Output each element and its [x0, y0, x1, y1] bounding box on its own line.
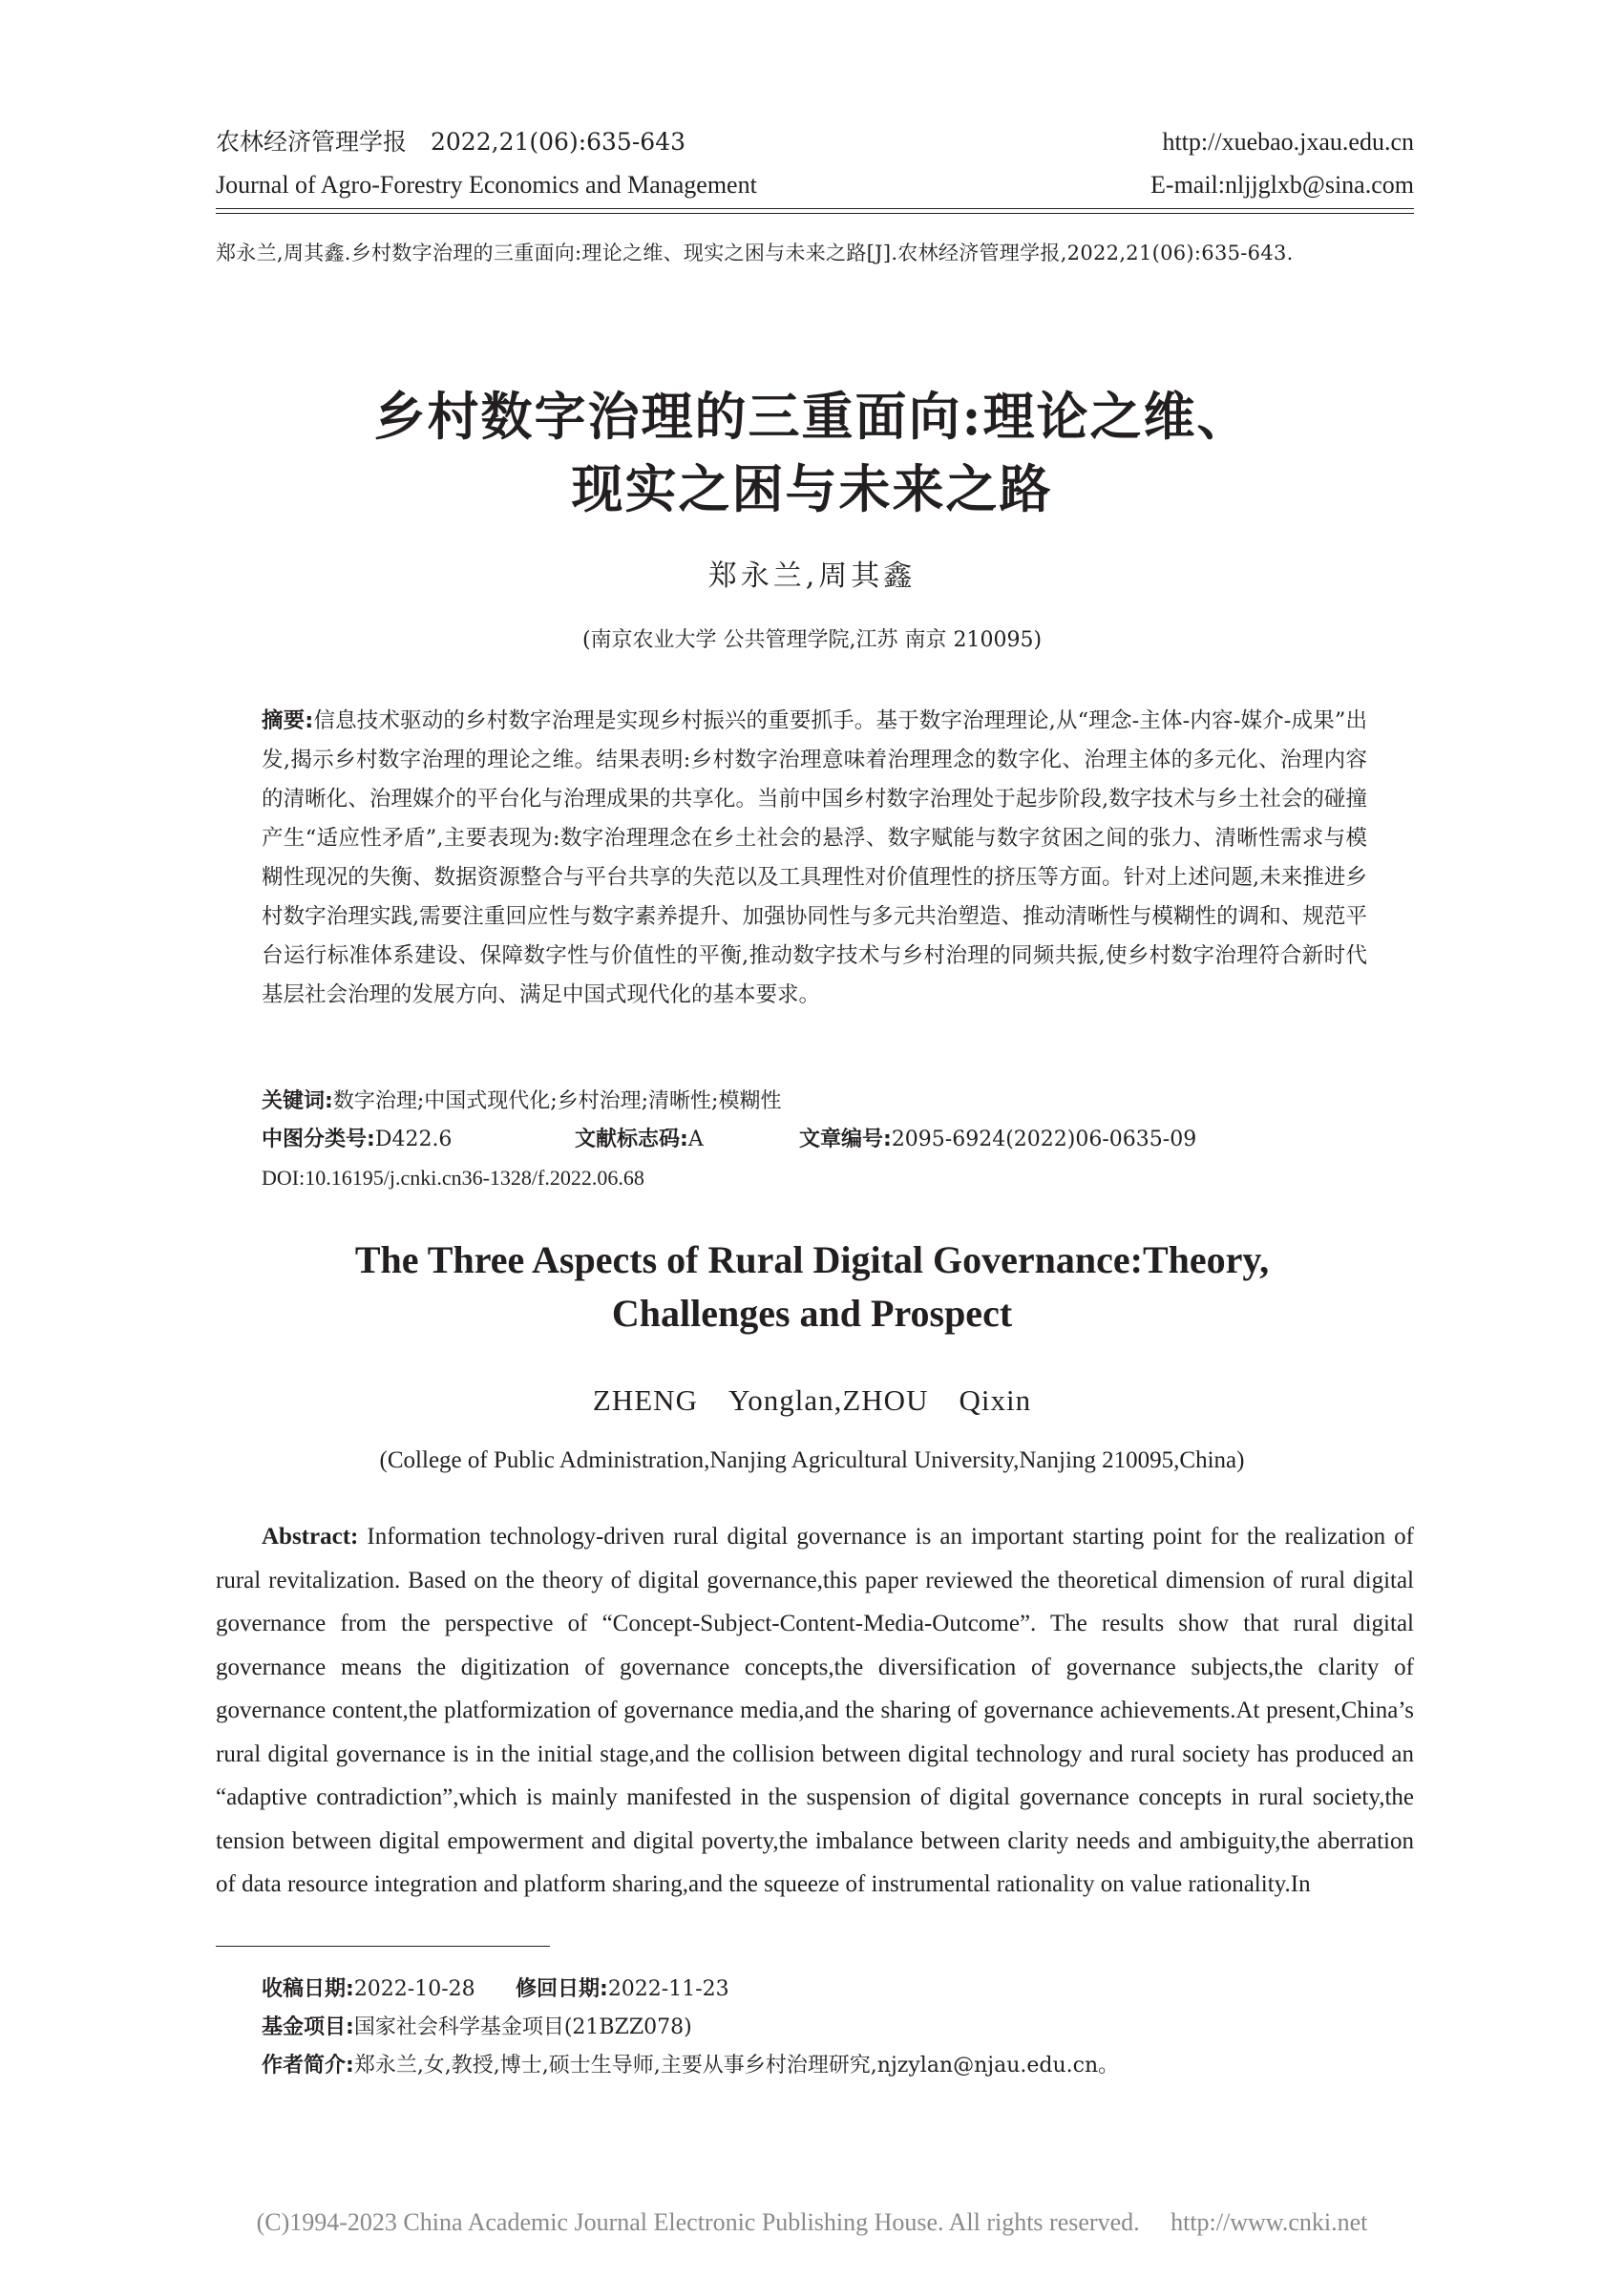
keywords-label: 关键词:	[262, 1089, 333, 1113]
affiliation-cn: (南京农业大学 公共管理学院,江苏 南京 210095)	[581, 628, 1043, 652]
received-label: 收稿日期:	[262, 1977, 354, 2001]
revised-date	[516, 1979, 729, 2000]
fund-project	[262, 2017, 692, 2038]
revised-value: 2022-11-23	[607, 1977, 729, 2001]
authors-cn: 郑永兰,周其鑫	[707, 559, 917, 593]
keywords-text: 数字治理;中国式现代化;乡村治理;清晰性;模糊性	[332, 1089, 782, 1113]
journal-url[interactable]: http://xuebao.jxau.edu.cn	[1162, 128, 1414, 156]
journal-name-cn: 农林经济管理学报 2022,21(06):635-643	[216, 128, 686, 156]
author-bio-value: 郑永兰,女,教授,博士,硕士生导师,主要从事乡村治理研究,njzylan@njau.edu.cn。	[353, 2054, 1120, 2078]
fund-value: 国家社会科学基金项目(21BZZ078)	[353, 2015, 692, 2039]
journal-email[interactable]: E-mail:nljjglxb@sina.com	[1150, 171, 1414, 199]
header-rule-2	[216, 213, 1414, 214]
fund-label: 基金项目:	[262, 2015, 354, 2039]
clc-value: D422.6	[374, 1128, 453, 1151]
abstract-en-label: Abstract:	[262, 1524, 359, 1550]
doc-code-label: 文献标志码:	[575, 1128, 688, 1151]
article-no-line	[799, 1129, 1196, 1150]
authors-en: ZHENG Yonglan,ZHOU Qixin	[592, 1383, 1032, 1417]
doc-code-value: A	[687, 1128, 704, 1151]
abstract-en	[216, 1515, 1414, 1907]
received-value: 2022-10-28	[353, 1977, 475, 2001]
title-en-line2: Challenges and Prospect	[611, 1292, 1013, 1335]
article-no-value: 2095-6924(2022)06-0635-09	[891, 1128, 1197, 1151]
keywords-line	[262, 1091, 781, 1112]
author-bio-label: 作者简介:	[262, 2054, 354, 2078]
abstract-cn-text: 信息技术驱动的乡村数字治理是实现乡村振兴的重要抓手。基于数字治理理论,从“理念-主体-内容-媒介-成果”出发,揭示乡村数字治理的理论之维。结果表明:乡村数字治理意味着治理理念的数字化、治理主体的多元化、治理内容的清晰化、治理媒介的平台化与治理成果的共享化。当前中国乡村数字治理处于起步阶段,数字技术与乡土社会的碰撞产生“适应性矛盾”,主要表现为:数字治理理念在乡土社会的悬浮、数字赋能与数字贫困之间的张力、清晰性需求与模糊性现况的失衡、数据资源整合与平台共享的失范以及工具理性对价值理性的挤压等方面。针对上述问题,未来推进乡村数字治理实践,需要注重回应性与数字素养提升、加强协同性与多元共治塑造、推动清晰性与模糊性的调和、规范平台运行标准体系建设、保障数字性与价值性的平衡,推动数字技术与乡村治理的同频共振,使乡村数字治理符合新时代基层社会治理的发展方向、满足中国式现代化的基本要求。	[262, 708, 1367, 1007]
received-date	[262, 1979, 475, 2000]
clc-label: 中图分类号:	[262, 1128, 375, 1151]
title-en-line1: The Three Aspects of Rural Digital Governance:Theory,	[354, 1238, 1270, 1281]
abstract-en-text: Information technology-driven rural digital governance is an important starting point for the realization of rural revitalization. Based on the theory of digital governance,this paper reviewed the theoretical dimension of rural digital governance from the perspective of “Concept-Subject-Content-Media-Outcome”. The results show that rural digital governance means the digitization of governance concepts,the diversification of governance subjects,the clarity of governance content,the platformization of governance media,and the sharing of governance achievements.At present,China’s rural digital governance is in the initial stage,and the collision between digital technology and rural society has produced an “adaptive contradiction”,which is mainly manifested in the suspension of digital governance concepts in rural society,the tension between digital empowerment and digital poverty,the imbalance between clarity needs and ambiguity,the aberration of data resource integration and platform sharing,and the squeeze of instrumental rationality on value rationality.In	[216, 1524, 1414, 1897]
affiliation-en: (College of Public Administration,Nanjing Agricultural University,Nanjing 210095,China)	[379, 1447, 1245, 1473]
article-no-label: 文章编号:	[799, 1128, 892, 1151]
citation: 郑永兰,周其鑫.乡村数字治理的三重面向:理论之维、现实之困与未来之路[J].农林经济管理学报,2022,21(06):635-643.	[216, 242, 1294, 264]
title-cn-line2: 现实之困与未来之路	[571, 458, 1053, 519]
clc-line	[262, 1129, 452, 1150]
author-bio	[262, 2056, 1119, 2077]
abstract-cn	[262, 702, 1367, 1015]
revised-label: 修回日期:	[516, 1977, 608, 2001]
header-rule-1	[216, 208, 1414, 209]
doc-code-line	[575, 1129, 704, 1150]
title-cn-line1: 乡村数字治理的三重面向:理论之维、	[373, 386, 1251, 447]
journal-name-en: Journal of Agro-Forestry Economics and Management	[216, 171, 757, 199]
copyright-footer: (C)1994-2023 China Academic Journal Electronic Publishing House. All rights reserved. http://www.cnki.net	[256, 2208, 1368, 2236]
footnote-rule	[216, 1946, 550, 1947]
doi[interactable]: DOI:10.16195/j.cnki.cn36-1328/f.2022.06.68	[262, 1166, 644, 1190]
abstract-cn-label: 摘要:	[262, 708, 314, 733]
